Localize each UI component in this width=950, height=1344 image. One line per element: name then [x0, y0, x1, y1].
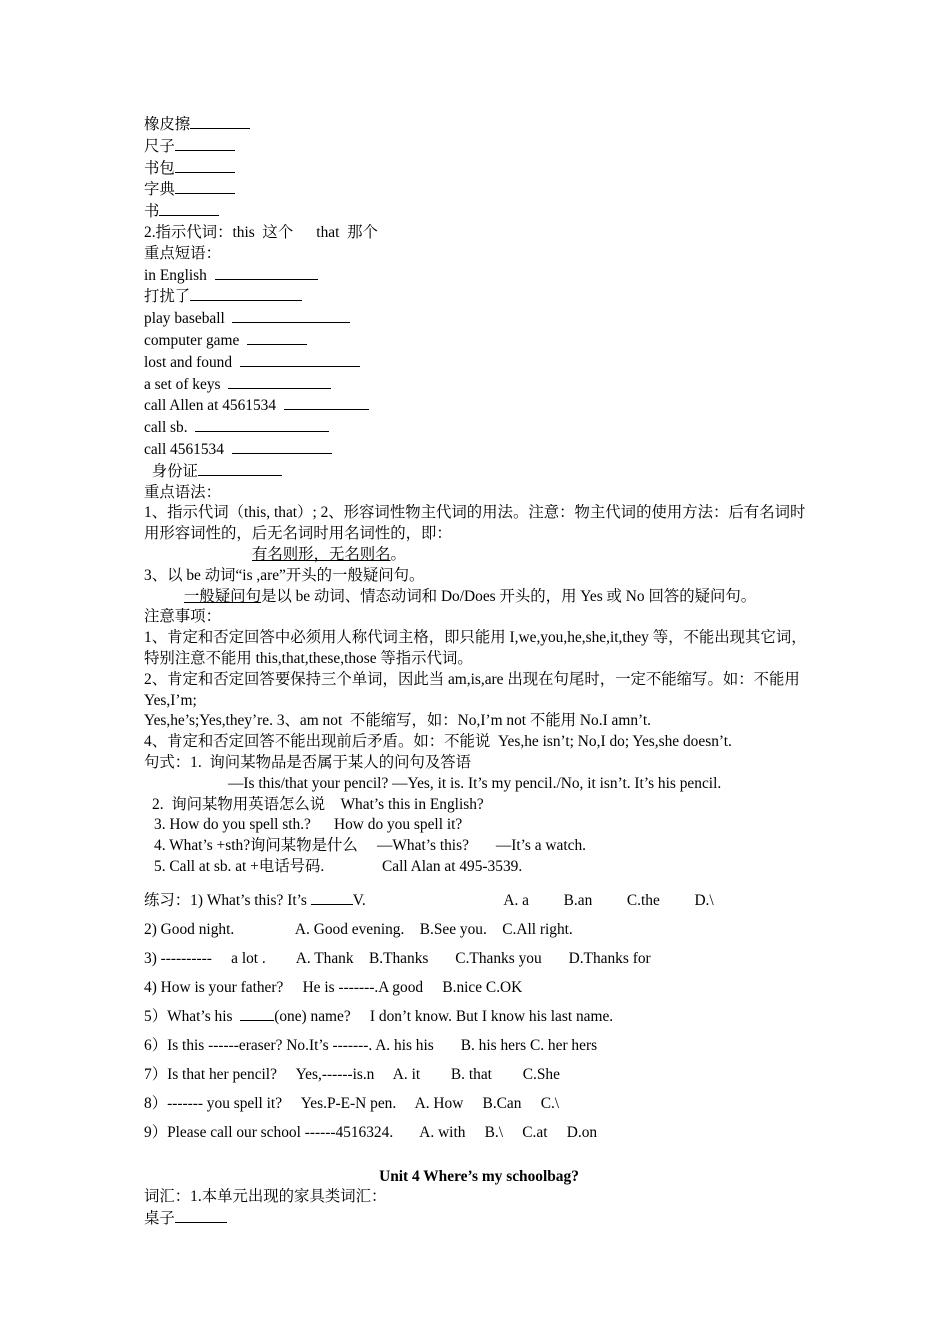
- answer-blank: [175, 136, 235, 151]
- exercise-item: 8）------- you spell it? Yes.P-E-N pen. A. How B.Can C.\: [144, 1094, 560, 1112]
- answer-blank: [195, 417, 329, 432]
- pattern-4: 4. What’s +sth?询问某物是什么 —What’s this? —It’s a watch.: [154, 837, 587, 855]
- phrase-label: call sb.: [144, 419, 196, 437]
- document-page: [144, 114, 814, 1230]
- exercise-item: 4) How is your father? He is -------.A good B.nice C.OK: [144, 978, 523, 996]
- exercise-item: [144, 886, 814, 915]
- phrase-line: [144, 308, 814, 330]
- answer-blank: [232, 308, 350, 323]
- phrase-label: lost and found: [144, 353, 240, 371]
- pattern-2: 2. 询问某物用英语怎么说 What’s this in English?: [152, 795, 484, 813]
- unit-title: Unit 4 Where’s my schoolbag?: [379, 1167, 579, 1185]
- vocab-line: [144, 201, 814, 223]
- vocab-line: [144, 1208, 814, 1230]
- answer-blank: [190, 286, 302, 301]
- grammar-term: 一般疑问句: [184, 587, 261, 605]
- answer-blank: [159, 201, 219, 216]
- vocab-label: 字典: [144, 181, 175, 199]
- phrase-line: [144, 417, 814, 439]
- exercise-item: [144, 1002, 814, 1031]
- answer-blank: [311, 890, 353, 905]
- vocab-line: [144, 114, 814, 136]
- vocab-label: 尺子: [144, 137, 175, 155]
- answer-blank: [240, 352, 360, 367]
- vocab-label: 书包: [144, 159, 175, 177]
- pattern-1-example: —Is this/that your pencil? —Yes, it is. It’s my pencil./No, it isn’t. It’s his pencil.: [228, 774, 722, 792]
- phrase-label: call 4561534: [144, 440, 232, 458]
- exercise-options: V. A. a B.an C.the D.\: [352, 891, 714, 909]
- note-2-cont: Yes,he’s;Yes,they’re. 3、am not 不能缩写，如：No,I’m not 不能用 No.I amn’t.: [144, 712, 652, 730]
- note-1: 1、肯定和否定回答中必须用人称代词主格，即只能用 I,we,you,he,she,it,they 等，不能出现其它词，特别注意不能用 this,that,these,those 等指示代词。: [144, 629, 807, 667]
- answer-blank: [240, 1006, 274, 1021]
- phrase-line: [144, 330, 814, 352]
- note-4: 4、肯定和否定回答不能出现前后矛盾。如：不能说 Yes,he isn’t; No,I do; Yes,she doesn’t.: [144, 733, 732, 751]
- vocab-line: [144, 179, 814, 201]
- answer-blank: [232, 439, 332, 454]
- vocab-line: [144, 158, 814, 180]
- pattern-1: 句式：1. 询问某物品是否属于某人的问句及答语: [144, 753, 472, 771]
- exercise-item: 9）Please call our school ------4516324. A. with B.\ C.at D.on: [144, 1123, 598, 1141]
- exercise-text: 5）What’s his: [144, 1007, 241, 1025]
- phrase-line: [144, 265, 814, 287]
- grammar-rule-line: [144, 545, 814, 566]
- grammar-point-3: 3、以 be 动词“is ,are”开头的一般疑问句。: [144, 566, 425, 584]
- phrase-label: a set of keys: [144, 375, 229, 393]
- grammar-rule-end: 。: [390, 545, 406, 563]
- unit-vocab-heading: 词汇：1.本单元出现的家具类词汇：: [144, 1188, 387, 1206]
- grammar-point-1-2: 1、指示代词（this, that）; 2、形容词性物主代词的用法。注意：物主代词的使用方法：后有名词时用形容词性的，后无名词时用名词性的，即：: [144, 504, 806, 543]
- answer-blank: [284, 395, 369, 410]
- exercise-text: 练习：1) What’s this? It’s: [144, 891, 311, 909]
- exercise-item: 2) Good night. A. Good evening. B.See you. C.All right.: [144, 920, 573, 938]
- phrase-label: 身份证: [144, 462, 198, 480]
- grammar-definition: 是以 be 动词、情态动词和 Do/Does 开头的，用 Yes 或 No 回答的疑问句。: [260, 587, 757, 605]
- phrase-line: [144, 286, 814, 308]
- answer-blank: [247, 330, 307, 345]
- phrase-label: call Allen at 4561534: [144, 397, 284, 415]
- phrase-line: [144, 395, 814, 417]
- phrase-label: computer game: [144, 331, 247, 349]
- vocab-line: [144, 136, 814, 158]
- answer-blank: [175, 158, 235, 173]
- notes-heading: 注意事项：: [144, 608, 221, 626]
- exercise-item: 3) ---------- a lot . A. Thank B.Thanks C.Thanks you D.Thanks for: [144, 949, 651, 967]
- phrases-heading: 重点短语：: [144, 244, 221, 262]
- vocab-label: 书: [144, 203, 160, 221]
- answer-blank: [215, 265, 318, 280]
- answer-blank: [175, 179, 235, 194]
- answer-blank: [190, 114, 250, 129]
- phrase-line: [144, 461, 814, 483]
- grammar-rule: 有名则形，无名则名: [252, 545, 391, 563]
- phrase-line: [144, 352, 814, 374]
- phrase-line: [144, 374, 814, 396]
- answer-blank: [175, 1208, 227, 1223]
- pattern-3: 3. How do you spell sth.? How do you spell it?: [154, 816, 463, 834]
- vocab-label: 橡皮擦: [144, 116, 191, 133]
- vocab-label: 桌子: [144, 1210, 175, 1228]
- answer-blank: [228, 374, 331, 389]
- grammar-point-3-detail: [144, 587, 814, 608]
- phrase-line: [144, 439, 814, 461]
- demonstrative-line: 2.指示代词：this 这个 that 那个: [144, 223, 378, 241]
- exercise-item: 7）Is that her pencil? Yes,------is.n A. it B. that C.She: [144, 1065, 560, 1083]
- note-2: 2、肯定和否定回答要保持三个单词，因此当 am,is,are 出现在句尾时，一定不能缩写。如：不能用 Yes,I’m;: [144, 670, 800, 709]
- exercise-item: 6）Is this ------eraser? No.It’s -------. A. his his B. his hers C. her hers: [144, 1036, 598, 1054]
- grammar-heading: 重点语法：: [144, 483, 221, 501]
- answer-blank: [198, 461, 282, 476]
- exercise-text: (one) name? I don’t know. But I know his last name.: [274, 1007, 614, 1025]
- phrase-label: in English: [144, 266, 215, 284]
- phrase-label: 打扰了: [144, 288, 191, 306]
- pattern-5: 5. Call at sb. at +电话号码. Call Alan at 495-3539.: [154, 857, 523, 875]
- phrase-label: play baseball: [144, 310, 233, 328]
